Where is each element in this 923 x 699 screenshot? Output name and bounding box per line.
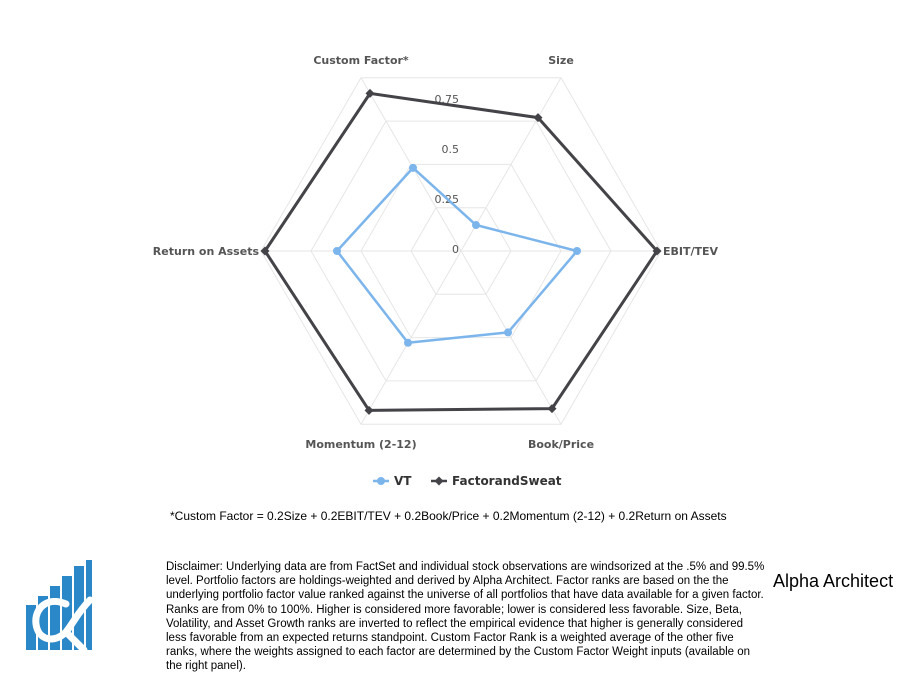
radial-tick-label: 0 bbox=[452, 243, 459, 256]
axis-labels bbox=[153, 54, 719, 451]
legend-item-vt[interactable] bbox=[373, 474, 412, 488]
disclaimer-text: Disclaimer: Underlying data are from FactSet and individual stock observations are windsorized at the .5% and 99.5% level. Portfolio factors are holdings-weighted and derived by Alpha Architect. Factor ranks are based on the the underlying portfolio factor value ranked against the universe of all portfolios that have data available for a given factor. Ranks are from 0% to 100%. Higher is considered more favorable; lower is considered less favorable. Size, Beta, Volatility, and Asset Growth ranks are inverted to reflect the empirical evidence that higher is generally considered less favorable from an expected returns standpoint. Custom Factor Rank is a weighted average of the other five ranks, where the weights assigned to each factor are determined by the Custom Factor Weight inputs (available on the right panel). bbox=[166, 561, 765, 673]
data-point-vt[interactable] bbox=[333, 247, 341, 255]
axis-label: Momentum (2-12) bbox=[305, 438, 417, 452]
legend-label: VT bbox=[394, 474, 412, 488]
axis-label: Return on Assets bbox=[152, 245, 259, 258]
radial-tick-label: 0.75 bbox=[434, 93, 459, 106]
brand-name: Alpha Architect bbox=[773, 571, 894, 591]
custom-factor-footnote: *Custom Factor = 0.2Size + 0.2EBIT/TEV + 0.2Book/Price + 0.2Momentum (2-12) + 0.2Return on Assets bbox=[170, 509, 727, 523]
radar-grid bbox=[261, 78, 661, 424]
axis-label: EBIT/TEV bbox=[663, 245, 719, 258]
data-point-vt[interactable] bbox=[573, 247, 581, 255]
axis-label: Book/Price bbox=[527, 438, 595, 452]
radial-tick-label: 0.5 bbox=[441, 143, 459, 156]
axis-label: Size bbox=[548, 53, 574, 67]
data-point-vt[interactable] bbox=[409, 164, 417, 172]
data-point-vt[interactable] bbox=[404, 339, 412, 347]
data-point-vt[interactable] bbox=[472, 221, 480, 229]
data-point-vt[interactable] bbox=[504, 328, 512, 336]
radial-tick-label: 0.25 bbox=[434, 193, 459, 206]
legend-item-factorandsweat[interactable] bbox=[431, 474, 562, 488]
radial-tick-labels bbox=[435, 93, 460, 256]
chart-legend[interactable] bbox=[373, 474, 562, 488]
alpha-architect-logo-icon bbox=[26, 560, 96, 650]
axis-label: Custom Factor* bbox=[313, 53, 409, 67]
legend-label: FactorandSweat bbox=[452, 474, 562, 488]
legend-symbol-circle bbox=[377, 477, 385, 485]
legend-symbol-diamond bbox=[435, 477, 444, 486]
